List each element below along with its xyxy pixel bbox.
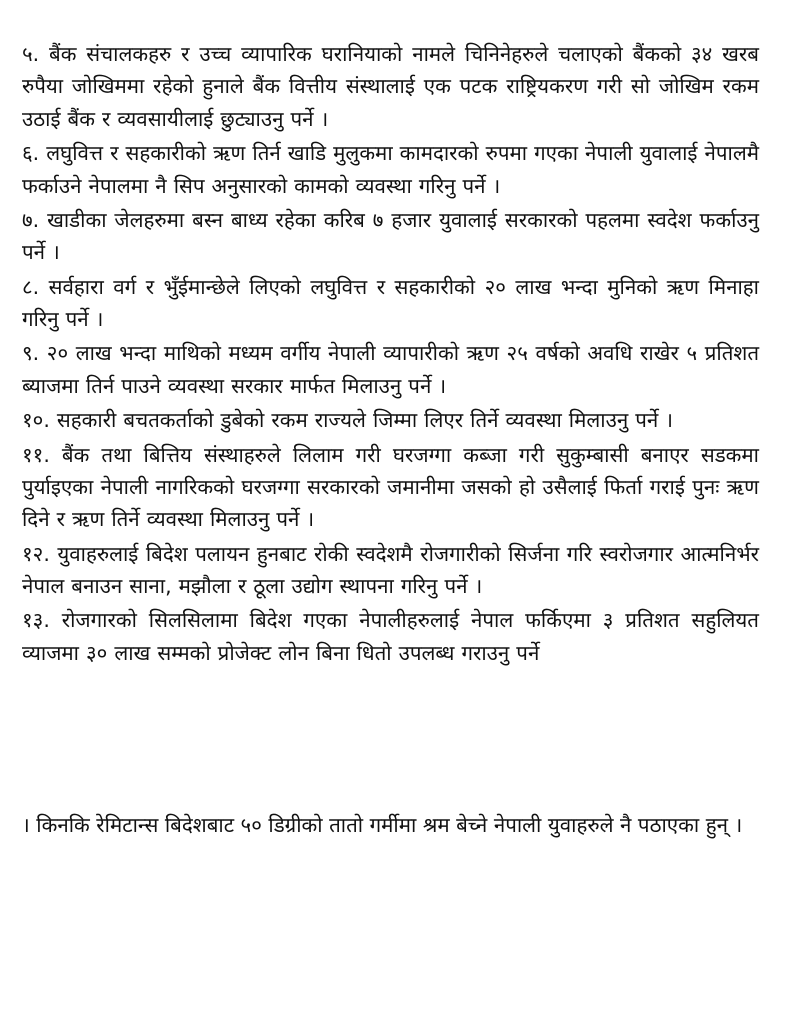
document-body: [22, 38, 759, 842]
list-item: ८. सर्वहारा वर्ग र भुँईमान्छेले लिएको लघुवित्त र सहकारीको २० लाख भन्दा मुनिको ऋण मिनाहा गरिनु पर्ने ।: [22, 274, 759, 331]
list-item: ६. लघुवित्त र सहकारीको ऋण तिर्न खाडि मुलुकमा कामदारको रुपमा गएका नेपाली युवालाई नेपालमै फर्काउने नेपालमा नै सिप अनुसारको कामको व्यवस्था गरिनु पर्ने ।: [22, 141, 759, 198]
list-item: ११. बैंक तथा बित्तिय संस्थाहरुले लिलाम गरी घरजग्गा कब्जा गरी सुकुम्बासी बनाएर सडकमा पुर्याइएका नेपाली नागरिकको घरजग्गा सरकारको जमानीमा जसको हो उसैलाई फिर्ता गराई पुनः ऋण दिने र ऋण तिर्ने व्यवस्था मिलाउनु पर्ने ।: [22, 442, 759, 532]
list-item: ७. खाडीका जेलहरुमा बस्न बाध्य रहेका करिब ७ हजार युवालाई सरकारको पहलमा स्वदेश फर्काउनु पर्ने ।: [22, 207, 759, 265]
list-item: ५. बैंक संचालकहरु र उच्च व्यापारिक घरानियाको नामले चिनिनेहरुले चलाएको बैंकको ३४ खरब रुपैया जोखिममा रहेको हुनाले बैंक वित्तीय संस्थालाई एक पटक राष्ट्रियकरण गरी सो जोखिम रकम उठाई बैंक र व्यवसायीलाई छुट्याउनु पर्ने ।: [22, 42, 759, 131]
list-item: ९. २० लाख भन्दा माथिको मध्यम वर्गीय नेपाली व्यापारीको ऋण २५ वर्षको अवधि राखेर ५ प्रतिशत ब्याजमा तिर्न पाउने व्यवस्था सरकार मार्फत मिलाउनु पर्ने ।: [22, 341, 759, 398]
list-item: १०. सहकारी बचतकर्ताको डुबेको रकम राज्यले जिम्मा लिएर तिर्ने व्यवस्था मिलाउनु पर्ने ।: [22, 408, 674, 433]
page-gap: [22, 669, 759, 809]
list-item: १३. रोजगारको सिलसिलामा बिदेश गएका नेपालीहरुलाई नेपाल फर्किएमा ३ प्रतिशत सहुलियत व्याजमा ३० लाख सम्मको प्रोजेक्ट लोन बिना धितो उपलब्ध गराउनु पर्ने: [22, 608, 759, 665]
footer-paragraph: । किनकि रेमिटान्स बिदेशबाट ५० डिग्रीको तातो गर्मीमा श्रम बेच्ने नेपाली युवाहरुले नै पठाएका हुन् ।: [22, 813, 743, 838]
list-item: १२. युवाहरुलाई बिदेश पलायन हुनबाट रोकी स्वदेशमै रोजगारीको सिर्जना गरि स्वरोजगार आत्मनिर्भर नेपाल बनाउन साना, मझौला र ठूला उद्योग स्थापना गरिनु पर्ने ।: [22, 541, 759, 598]
